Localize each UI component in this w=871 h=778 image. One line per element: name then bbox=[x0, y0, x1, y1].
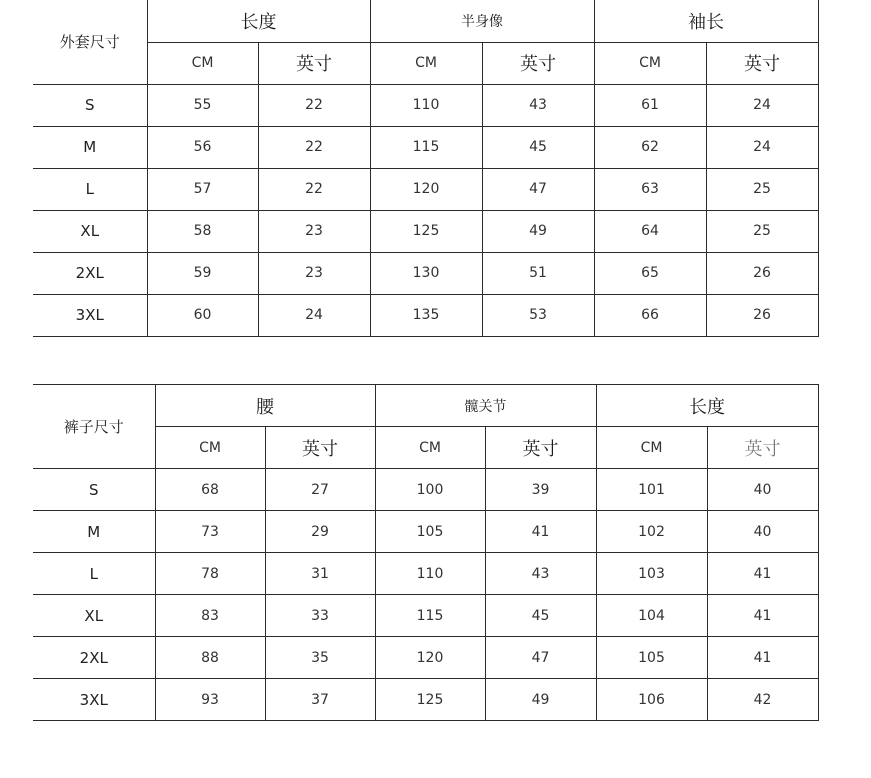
jacket-cell: 22 bbox=[258, 126, 370, 168]
jacket-group-length: 长度 bbox=[147, 0, 370, 42]
pants-cell: 125 bbox=[375, 679, 485, 721]
pants-cell: 37 bbox=[265, 679, 375, 721]
jacket-unit-inch: 英寸 bbox=[258, 42, 370, 84]
jacket-cell: 51 bbox=[482, 252, 594, 294]
pants-cell: 103 bbox=[596, 553, 707, 595]
jacket-cell: 63 bbox=[594, 168, 706, 210]
pants-cell: 100 bbox=[375, 469, 485, 511]
pants-corner-label: 裤子尺寸 bbox=[33, 385, 155, 469]
jacket-cell: 135 bbox=[370, 294, 482, 336]
pants-cell: 33 bbox=[265, 595, 375, 637]
pants-cell: 110 bbox=[375, 553, 485, 595]
table-row bbox=[33, 210, 818, 252]
table-row bbox=[33, 294, 818, 336]
pants-cell: 49 bbox=[485, 679, 596, 721]
pants-group-hip: 髋关节 bbox=[375, 385, 596, 427]
pants-cell: 35 bbox=[265, 637, 375, 679]
jacket-cell: 47 bbox=[482, 168, 594, 210]
pants-unit-inch: 英寸 bbox=[707, 427, 818, 469]
jacket-group-sleeve: 袖长 bbox=[594, 0, 818, 42]
pants-cell: 31 bbox=[265, 553, 375, 595]
pants-unit-cm: CM bbox=[596, 427, 707, 469]
pants-unit-cm: CM bbox=[155, 427, 265, 469]
jacket-cell: 24 bbox=[706, 84, 818, 126]
pants-cell: 41 bbox=[707, 637, 818, 679]
jacket-cell: 66 bbox=[594, 294, 706, 336]
pants-unit-cm: CM bbox=[375, 427, 485, 469]
jacket-cell: 23 bbox=[258, 252, 370, 294]
pants-cell: 68 bbox=[155, 469, 265, 511]
jacket-cell: 130 bbox=[370, 252, 482, 294]
table-row bbox=[33, 679, 818, 721]
jacket-cell: 61 bbox=[594, 84, 706, 126]
pants-cell: 43 bbox=[485, 553, 596, 595]
pants-cell: 73 bbox=[155, 511, 265, 553]
table-row bbox=[33, 553, 818, 595]
pants-cell: 42 bbox=[707, 679, 818, 721]
jacket-cell: 24 bbox=[706, 126, 818, 168]
jacket-cell: 55 bbox=[147, 84, 258, 126]
pants-cell: 41 bbox=[707, 553, 818, 595]
jacket-size-label: S bbox=[33, 84, 147, 126]
table-row bbox=[33, 637, 818, 679]
pants-cell: 105 bbox=[596, 637, 707, 679]
pants-cell: 115 bbox=[375, 595, 485, 637]
pants-cell: 29 bbox=[265, 511, 375, 553]
pants-cell: 83 bbox=[155, 595, 265, 637]
jacket-cell: 110 bbox=[370, 84, 482, 126]
pants-size-table bbox=[33, 384, 819, 721]
jacket-size-label: 3XL bbox=[33, 294, 147, 336]
jacket-cell: 24 bbox=[258, 294, 370, 336]
jacket-unit-cm: CM bbox=[594, 42, 706, 84]
pants-cell: 41 bbox=[707, 595, 818, 637]
jacket-cell: 115 bbox=[370, 126, 482, 168]
table-row bbox=[33, 252, 818, 294]
pants-cell: 78 bbox=[155, 553, 265, 595]
pants-cell: 40 bbox=[707, 511, 818, 553]
jacket-cell: 53 bbox=[482, 294, 594, 336]
pants-cell: 106 bbox=[596, 679, 707, 721]
table-row bbox=[33, 595, 818, 637]
jacket-size-label: XL bbox=[33, 210, 147, 252]
table-row bbox=[33, 168, 818, 210]
jacket-cell: 25 bbox=[706, 210, 818, 252]
pants-cell: 27 bbox=[265, 469, 375, 511]
pants-cell: 120 bbox=[375, 637, 485, 679]
pants-size-label: 3XL bbox=[33, 679, 155, 721]
pants-cell: 39 bbox=[485, 469, 596, 511]
pants-cell: 105 bbox=[375, 511, 485, 553]
jacket-cell: 58 bbox=[147, 210, 258, 252]
jacket-cell: 62 bbox=[594, 126, 706, 168]
pants-cell: 93 bbox=[155, 679, 265, 721]
pants-cell: 102 bbox=[596, 511, 707, 553]
pants-size-label: S bbox=[33, 469, 155, 511]
jacket-cell: 45 bbox=[482, 126, 594, 168]
jacket-size-label: L bbox=[33, 168, 147, 210]
pants-cell: 47 bbox=[485, 637, 596, 679]
jacket-size-label: 2XL bbox=[33, 252, 147, 294]
jacket-cell: 26 bbox=[706, 252, 818, 294]
pants-cell: 88 bbox=[155, 637, 265, 679]
pants-size-label: 2XL bbox=[33, 637, 155, 679]
pants-cell: 40 bbox=[707, 469, 818, 511]
jacket-size-label: M bbox=[33, 126, 147, 168]
jacket-cell: 43 bbox=[482, 84, 594, 126]
jacket-cell: 25 bbox=[706, 168, 818, 210]
pants-cell: 45 bbox=[485, 595, 596, 637]
pants-unit-inch: 英寸 bbox=[485, 427, 596, 469]
jacket-unit-inch: 英寸 bbox=[482, 42, 594, 84]
pants-size-label: M bbox=[33, 511, 155, 553]
jacket-unit-cm: CM bbox=[370, 42, 482, 84]
pants-unit-inch: 英寸 bbox=[265, 427, 375, 469]
pants-cell: 101 bbox=[596, 469, 707, 511]
jacket-cell: 49 bbox=[482, 210, 594, 252]
jacket-corner-label: 外套尺寸 bbox=[33, 0, 147, 84]
table-row bbox=[33, 126, 818, 168]
jacket-cell: 60 bbox=[147, 294, 258, 336]
jacket-cell: 57 bbox=[147, 168, 258, 210]
jacket-cell: 64 bbox=[594, 210, 706, 252]
jacket-unit-cm: CM bbox=[147, 42, 258, 84]
table-row bbox=[33, 84, 818, 126]
jacket-cell: 65 bbox=[594, 252, 706, 294]
jacket-size-table bbox=[33, 0, 819, 337]
table-row bbox=[33, 511, 818, 553]
pants-size-label: XL bbox=[33, 595, 155, 637]
pants-size-label: L bbox=[33, 553, 155, 595]
jacket-group-bust: 半身像 bbox=[370, 0, 594, 42]
jacket-cell: 120 bbox=[370, 168, 482, 210]
jacket-unit-inch: 英寸 bbox=[706, 42, 818, 84]
jacket-cell: 23 bbox=[258, 210, 370, 252]
jacket-cell: 56 bbox=[147, 126, 258, 168]
jacket-cell: 22 bbox=[258, 168, 370, 210]
table-row bbox=[33, 469, 818, 511]
jacket-cell: 125 bbox=[370, 210, 482, 252]
jacket-cell: 59 bbox=[147, 252, 258, 294]
jacket-cell: 26 bbox=[706, 294, 818, 336]
jacket-cell: 22 bbox=[258, 84, 370, 126]
pants-cell: 104 bbox=[596, 595, 707, 637]
pants-group-waist: 腰 bbox=[155, 385, 375, 427]
pants-group-length: 长度 bbox=[596, 385, 818, 427]
pants-cell: 41 bbox=[485, 511, 596, 553]
